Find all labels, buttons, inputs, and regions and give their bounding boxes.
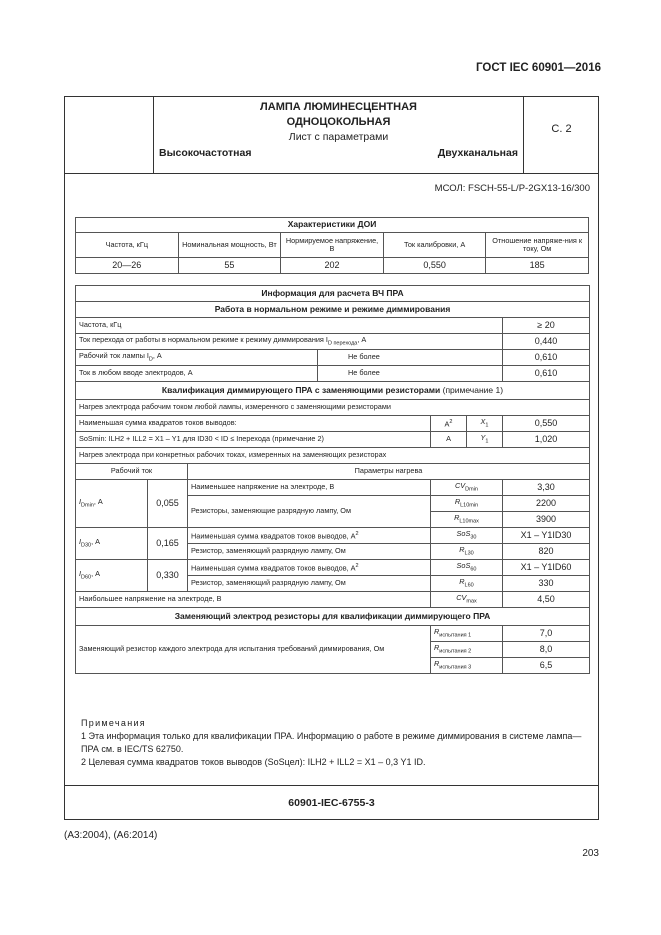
max-voltage-value: 4,50 <box>503 592 590 608</box>
characteristics-table <box>75 217 589 274</box>
sheet-subtitle: Лист с параметрами <box>288 131 389 143</box>
value-lamp-current: 0,610 <box>503 350 590 366</box>
x1-symbol: $X_1$ <box>467 416 503 432</box>
id60-param-2: Резистор, заменяющий разрядную лампу, Ом <box>188 576 431 592</box>
idmin-sym-3: $R_{L10max}$ <box>431 512 503 528</box>
id60-param-1: Наименьшая сумма квадратов токов выводов, $А^2$ <box>188 560 431 576</box>
sheet-title-1: ЛАМПА ЛЮМИНЕСЦЕНТНАЯ <box>260 101 417 113</box>
replacement-label: Заменяющий резистор каждого электрода для испытания требований диммирования, Ом <box>76 626 431 674</box>
value-voltage: 202 <box>281 258 384 274</box>
test-val-1: 7,0 <box>503 626 590 642</box>
sheet-header <box>65 97 598 174</box>
id30-sym-1: SoS$_{30}$ <box>431 528 503 544</box>
parameter-sheet <box>64 96 599 820</box>
heat-note-2: Нагрев электрода при конкретных рабочих токах, измеренных на заменяющих резисторах <box>76 448 590 464</box>
test-sym-2: $R_{испытания 2}$ <box>431 642 503 658</box>
standard-number: ГОСТ IEC 60901—2016 <box>476 62 601 74</box>
id30-val-1: X1 – Y1ID30 <box>503 528 590 544</box>
cond-electrode-current: Не более <box>318 366 503 382</box>
idmin-sym-1: $CV_{Dmin}$ <box>431 480 503 496</box>
row-transition-current: Ток перехода от работы в нормальном режиме к режиму диммирования $I_{D перехода}$, А <box>76 334 503 350</box>
header-right-label: Двухканальная <box>437 147 518 159</box>
test-val-3: 6,5 <box>503 658 590 674</box>
section-replacement-resistors: Заменяющий электрод резисторы для квалификации диммирующего ПРА <box>76 608 590 626</box>
max-voltage-sym: $CV_{max}$ <box>431 592 503 608</box>
value-ratio: 185 <box>486 258 589 274</box>
row-lamp-current: Рабочий ток лампы $I_D$, А <box>76 350 318 366</box>
info-title: Информация для расчета ВЧ ПРА <box>76 286 590 302</box>
test-sym-3: $R_{испытания 3}$ <box>431 658 503 674</box>
min-sum-formula: SoSmin: ILH2 + ILL2 = X1 – Y1 для ID30 < ID ≤ Iперехода (примечание 2) <box>76 432 431 448</box>
id60-sym-1: SoS$_{60}$ <box>431 560 503 576</box>
idmin-param-2: Резисторы, заменяющие разрядную лампу, Ом <box>188 496 431 528</box>
unit-a: A <box>431 432 467 448</box>
test-sym-1: $R_{испытания 1}$ <box>431 626 503 642</box>
value-current: 0,550 <box>383 258 486 274</box>
x1-value: 0,550 <box>503 416 590 432</box>
idmin-value: 0,055 <box>148 480 188 528</box>
col-heating-params: Параметры нагрева <box>188 464 590 480</box>
col-ratio: Отношение напряже-ния к току, Ом <box>486 233 589 258</box>
page-number: 203 <box>582 848 599 859</box>
test-val-2: 8,0 <box>503 642 590 658</box>
row-frequency: Частота, кГц <box>76 318 503 334</box>
max-voltage-label: Наибольшее напряжение на электроде, В <box>76 592 431 608</box>
col-frequency: Частота, кГц <box>76 233 179 258</box>
note-1: 1 Эта информация только для квалификации ПРА. Информацию о работе в режиме диммирования в системе лампа—ПРА см. в IEC/TS 62750. <box>81 731 582 754</box>
header-left-label: Высокочастотная <box>159 147 252 159</box>
y1-value: 1,020 <box>503 432 590 448</box>
idmin-label: $I_{Dmin}$, А <box>76 480 148 528</box>
sheet-footer <box>65 785 598 822</box>
idmin-sym-2: $R_{L10min}$ <box>431 496 503 512</box>
lamp-code: МСОЛ: FSCH-55-L/P-2GX13-16/300 <box>434 183 590 194</box>
col-power: Номинальная мощность, Вт <box>178 233 281 258</box>
id60-value: 0,330 <box>148 560 188 592</box>
id30-param-2: Резистор, заменяющий разрядную лампу, Ом <box>188 544 431 560</box>
idmin-val-3: 3900 <box>503 512 590 528</box>
value-frequency-min: ≥ 20 <box>503 318 590 334</box>
value-electrode-current: 0,610 <box>503 366 590 382</box>
col-current: Ток калибровки, А <box>383 233 486 258</box>
min-sum-label: Наименьшая сумма квадратов токов выводов: <box>76 416 431 432</box>
id60-val-1: X1 – Y1ID60 <box>503 560 590 576</box>
col-voltage: Нормируемое напряжение, В <box>281 233 384 258</box>
idmin-val-2: 2200 <box>503 496 590 512</box>
idmin-val-1: 3,30 <box>503 480 590 496</box>
sheet-code: 60901-IEC-6755-3 <box>288 797 375 809</box>
id30-label: $I_{D30}$, А <box>76 528 148 560</box>
amendments: (А3:2004), (А6:2014) <box>64 830 158 841</box>
cond-lamp-current: Не более <box>318 350 503 366</box>
id30-val-2: 820 <box>503 544 590 560</box>
unit-a2: $A^2$ <box>431 416 467 432</box>
notes-heading: Примечания <box>81 718 146 728</box>
value-power: 55 <box>178 258 281 274</box>
value-frequency: 20—26 <box>76 258 179 274</box>
section-normal-dimming: Работа в нормальном режиме и режиме диммирования <box>76 302 590 318</box>
notes <box>81 717 587 769</box>
id30-param-1: Наименьшая сумма квадратов токов выводов, $А^2$ <box>188 528 431 544</box>
ballast-info-table <box>75 285 590 674</box>
row-electrode-current: Ток в любом вводе электродов, А <box>76 366 318 382</box>
idmin-param-1: Наименьшее напряжение на электроде, В <box>188 480 431 496</box>
sheet-title-2: ОДНОЦОКОЛЬНАЯ <box>286 116 391 128</box>
characteristics-title: Характеристики ДОИ <box>76 218 589 233</box>
heat-note-1: Нагрев электрода рабочим током любой лампы, измеренного с заменяющими резисторами <box>76 400 590 416</box>
id60-label: $I_{D60}$, А <box>76 560 148 592</box>
section-qualification: Квалификация диммирующего ПРА с заменяющими резисторами (примечание 1) <box>76 382 590 400</box>
y1-symbol: $Y_1$ <box>467 432 503 448</box>
id60-val-2: 330 <box>503 576 590 592</box>
id30-value: 0,165 <box>148 528 188 560</box>
col-working-current: Рабочий ток <box>76 464 188 480</box>
sheet-page: С. 2 <box>551 123 572 135</box>
id60-sym-2: $R_{L60}$ <box>431 576 503 592</box>
value-transition-current: 0,440 <box>503 334 590 350</box>
id30-sym-2: $R_{L30}$ <box>431 544 503 560</box>
note-2: 2 Целевая сумма квадратов токов выводов (SoSцел): ILH2 + ILL2 = X1 – 0,3 Y1 ID. <box>81 757 426 767</box>
